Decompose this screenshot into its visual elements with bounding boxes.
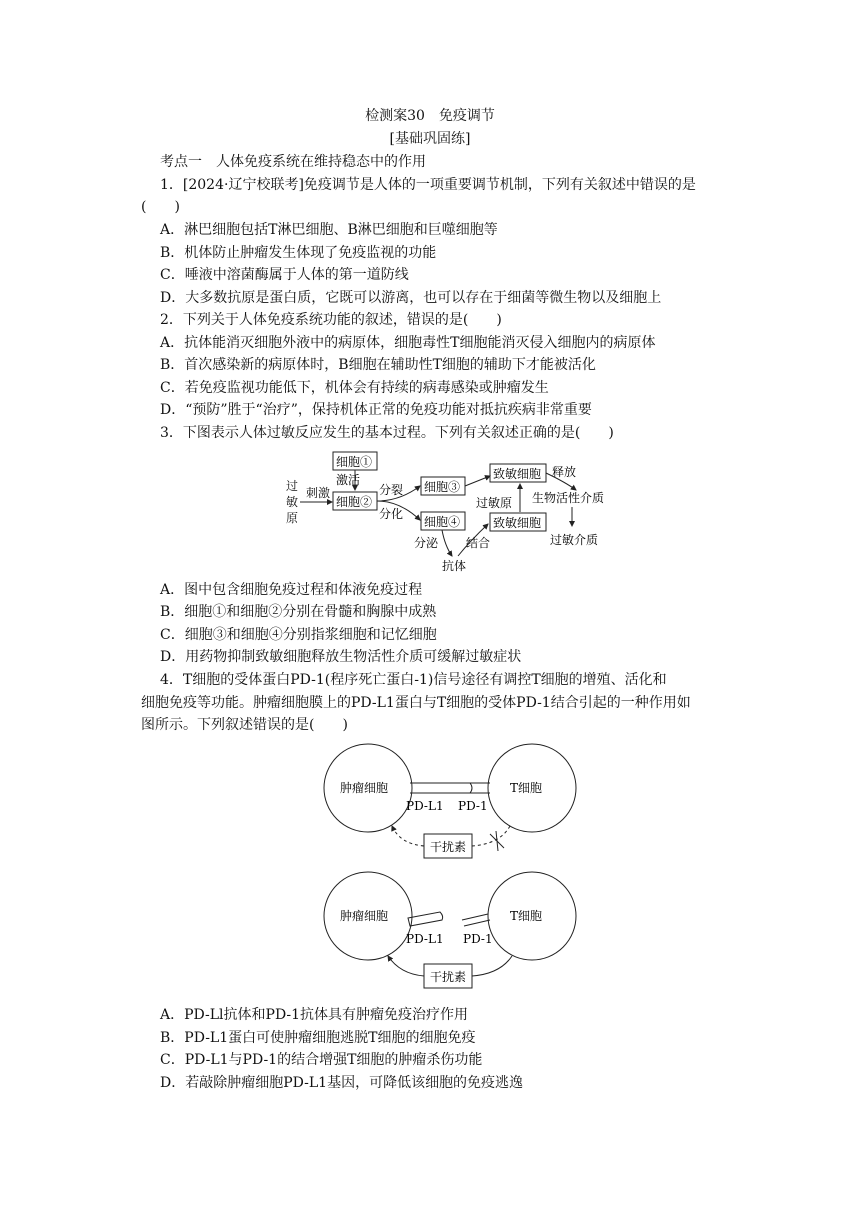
- bioactive-label: 生物活性介质: [532, 491, 605, 505]
- pd1-label-2: PD-1: [463, 932, 493, 946]
- pd1-pathway-diagram: [320, 738, 580, 1000]
- tumor-cell-label-1: 肿瘤细胞: [340, 781, 389, 795]
- interferon-label-1: 干扰素: [430, 840, 467, 854]
- q1-stem: 1．[2024·辽宁校联考]免疫调节是人体的一项重要调节机制，下列有关叙述中错误的是: [160, 177, 696, 193]
- page-subtitle: [基础巩固练]: [389, 131, 471, 147]
- q3-option-b[interactable]: B．细胞①和细胞②分别在骨髓和胸腺中成熟: [160, 604, 437, 620]
- q4-option-b[interactable]: B．PD-L1蛋白可使肿瘤细胞逃脱T细胞的细胞免疫: [160, 1030, 476, 1046]
- q4-stem-line3: 图所示。下列叙述错误的是( ): [141, 717, 348, 733]
- release-label: 释放: [552, 465, 577, 479]
- cell3-label: 细胞③: [424, 480, 461, 494]
- cell2-label: 细胞②: [336, 495, 373, 509]
- cell1-label: 细胞①: [336, 455, 373, 469]
- q4-stem-line1: 4．T细胞的受体蛋白PD-1(程序死亡蛋白-1)信号途径有调控T细胞的增殖、活化和: [160, 672, 667, 688]
- q4-option-d[interactable]: D．若敲除肿瘤细胞PD-L1基因，可降低该细胞的免疫逃逸: [160, 1075, 524, 1091]
- q1-option-d[interactable]: D．大多数抗原是蛋白质，它既可以游离，也可以存在于细菌等微生物以及细胞上: [160, 290, 662, 306]
- pdl1-label-2: PD-L1: [406, 932, 444, 946]
- tumor-cell-label-2: 肿瘤细胞: [340, 909, 389, 923]
- differentiate-label: 分化: [379, 507, 404, 521]
- allergen-char-1: 过: [286, 479, 299, 493]
- q1-stem-bracket: ( ): [141, 199, 180, 215]
- q3-option-d[interactable]: D．用药物抑制致敏细胞释放生物活性介质可缓解过敏症状: [160, 649, 522, 665]
- antibody-label: 抗体: [442, 559, 467, 573]
- allergy-mediator-label: 过敏介质: [550, 533, 599, 547]
- q2-option-c[interactable]: C．若免疫监视功能低下，机体会有持续的病毒感染或肿瘤发生: [160, 380, 549, 396]
- divide-label: 分裂: [379, 483, 404, 497]
- q1-option-a[interactable]: A．淋巴细胞包括T淋巴细胞、B淋巴细胞和巨噬细胞等: [160, 222, 498, 238]
- q2-option-a[interactable]: A．抗体能消灭细胞外液中的病原体，细胞毒性T细胞能消灭侵入细胞内的病原体: [160, 335, 656, 351]
- allergy-process-diagram: [280, 446, 640, 576]
- q1-option-c[interactable]: C．唾液中溶菌酶属于人体的第一道防线: [160, 267, 409, 283]
- page-title: 检测案30 免疫调节: [365, 108, 495, 124]
- secrete-label: 分泌: [414, 536, 439, 550]
- q4-option-a[interactable]: A．PD-Ll抗体和PD-1抗体具有肿瘤免疫治疗作用: [160, 1007, 469, 1023]
- sensitized-label-1: 致敏细胞: [493, 467, 542, 481]
- t-cell-label-2: T细胞: [510, 909, 543, 923]
- sensitized-label-2: 致敏细胞: [493, 516, 542, 530]
- q1-option-b[interactable]: B．机体防止肿瘤发生体现了免疫监视的功能: [160, 245, 437, 261]
- q4-option-c[interactable]: C．PD-L1与PD-1的结合增强T细胞的肿瘤杀伤功能: [160, 1052, 483, 1068]
- interferon-label-2: 干扰素: [430, 970, 467, 984]
- t-cell-label-1: T细胞: [510, 781, 543, 795]
- q3-stem: 3．下图表示人体过敏反应发生的基本过程。下列有关叙述正确的是( ): [160, 425, 614, 441]
- activate-label: 激活: [336, 473, 361, 487]
- q3-option-a[interactable]: A．图中包含细胞免疫过程和体液免疫过程: [160, 582, 423, 598]
- pdl1-label-1: PD-L1: [406, 799, 444, 813]
- q2-stem: 2．下列关于人体免疫系统功能的叙述，错误的是( ): [160, 312, 502, 328]
- q2-option-b[interactable]: B．首次感染新的病原体时，B细胞在辅助性T细胞的辅助下才能被活化: [160, 357, 596, 373]
- stimulate-label: 刺激: [306, 486, 331, 500]
- section-heading: 考点一 人体免疫系统在维持稳态中的作用: [160, 154, 426, 170]
- pd1-label-1: PD-1: [458, 799, 488, 813]
- bind-label: 结合: [466, 536, 491, 550]
- allergen-char-3: 原: [286, 511, 299, 525]
- q4-stem-line2: 细胞免疫等功能。肿瘤细胞膜上的PD-L1蛋白与T细胞的受体PD-1结合引起的一种作用如: [141, 695, 691, 711]
- q3-option-c[interactable]: C．细胞③和细胞④分别指浆细胞和记忆细胞: [160, 627, 437, 643]
- cell4-label: 细胞④: [424, 515, 461, 529]
- allergen-label-2: 过敏原: [476, 496, 513, 510]
- allergen-char-2: 敏: [286, 495, 299, 509]
- q2-option-d[interactable]: D．“预防”胜于“治疗”，保持机体正常的免疫功能对抵抗疾病非常重要: [160, 402, 592, 418]
